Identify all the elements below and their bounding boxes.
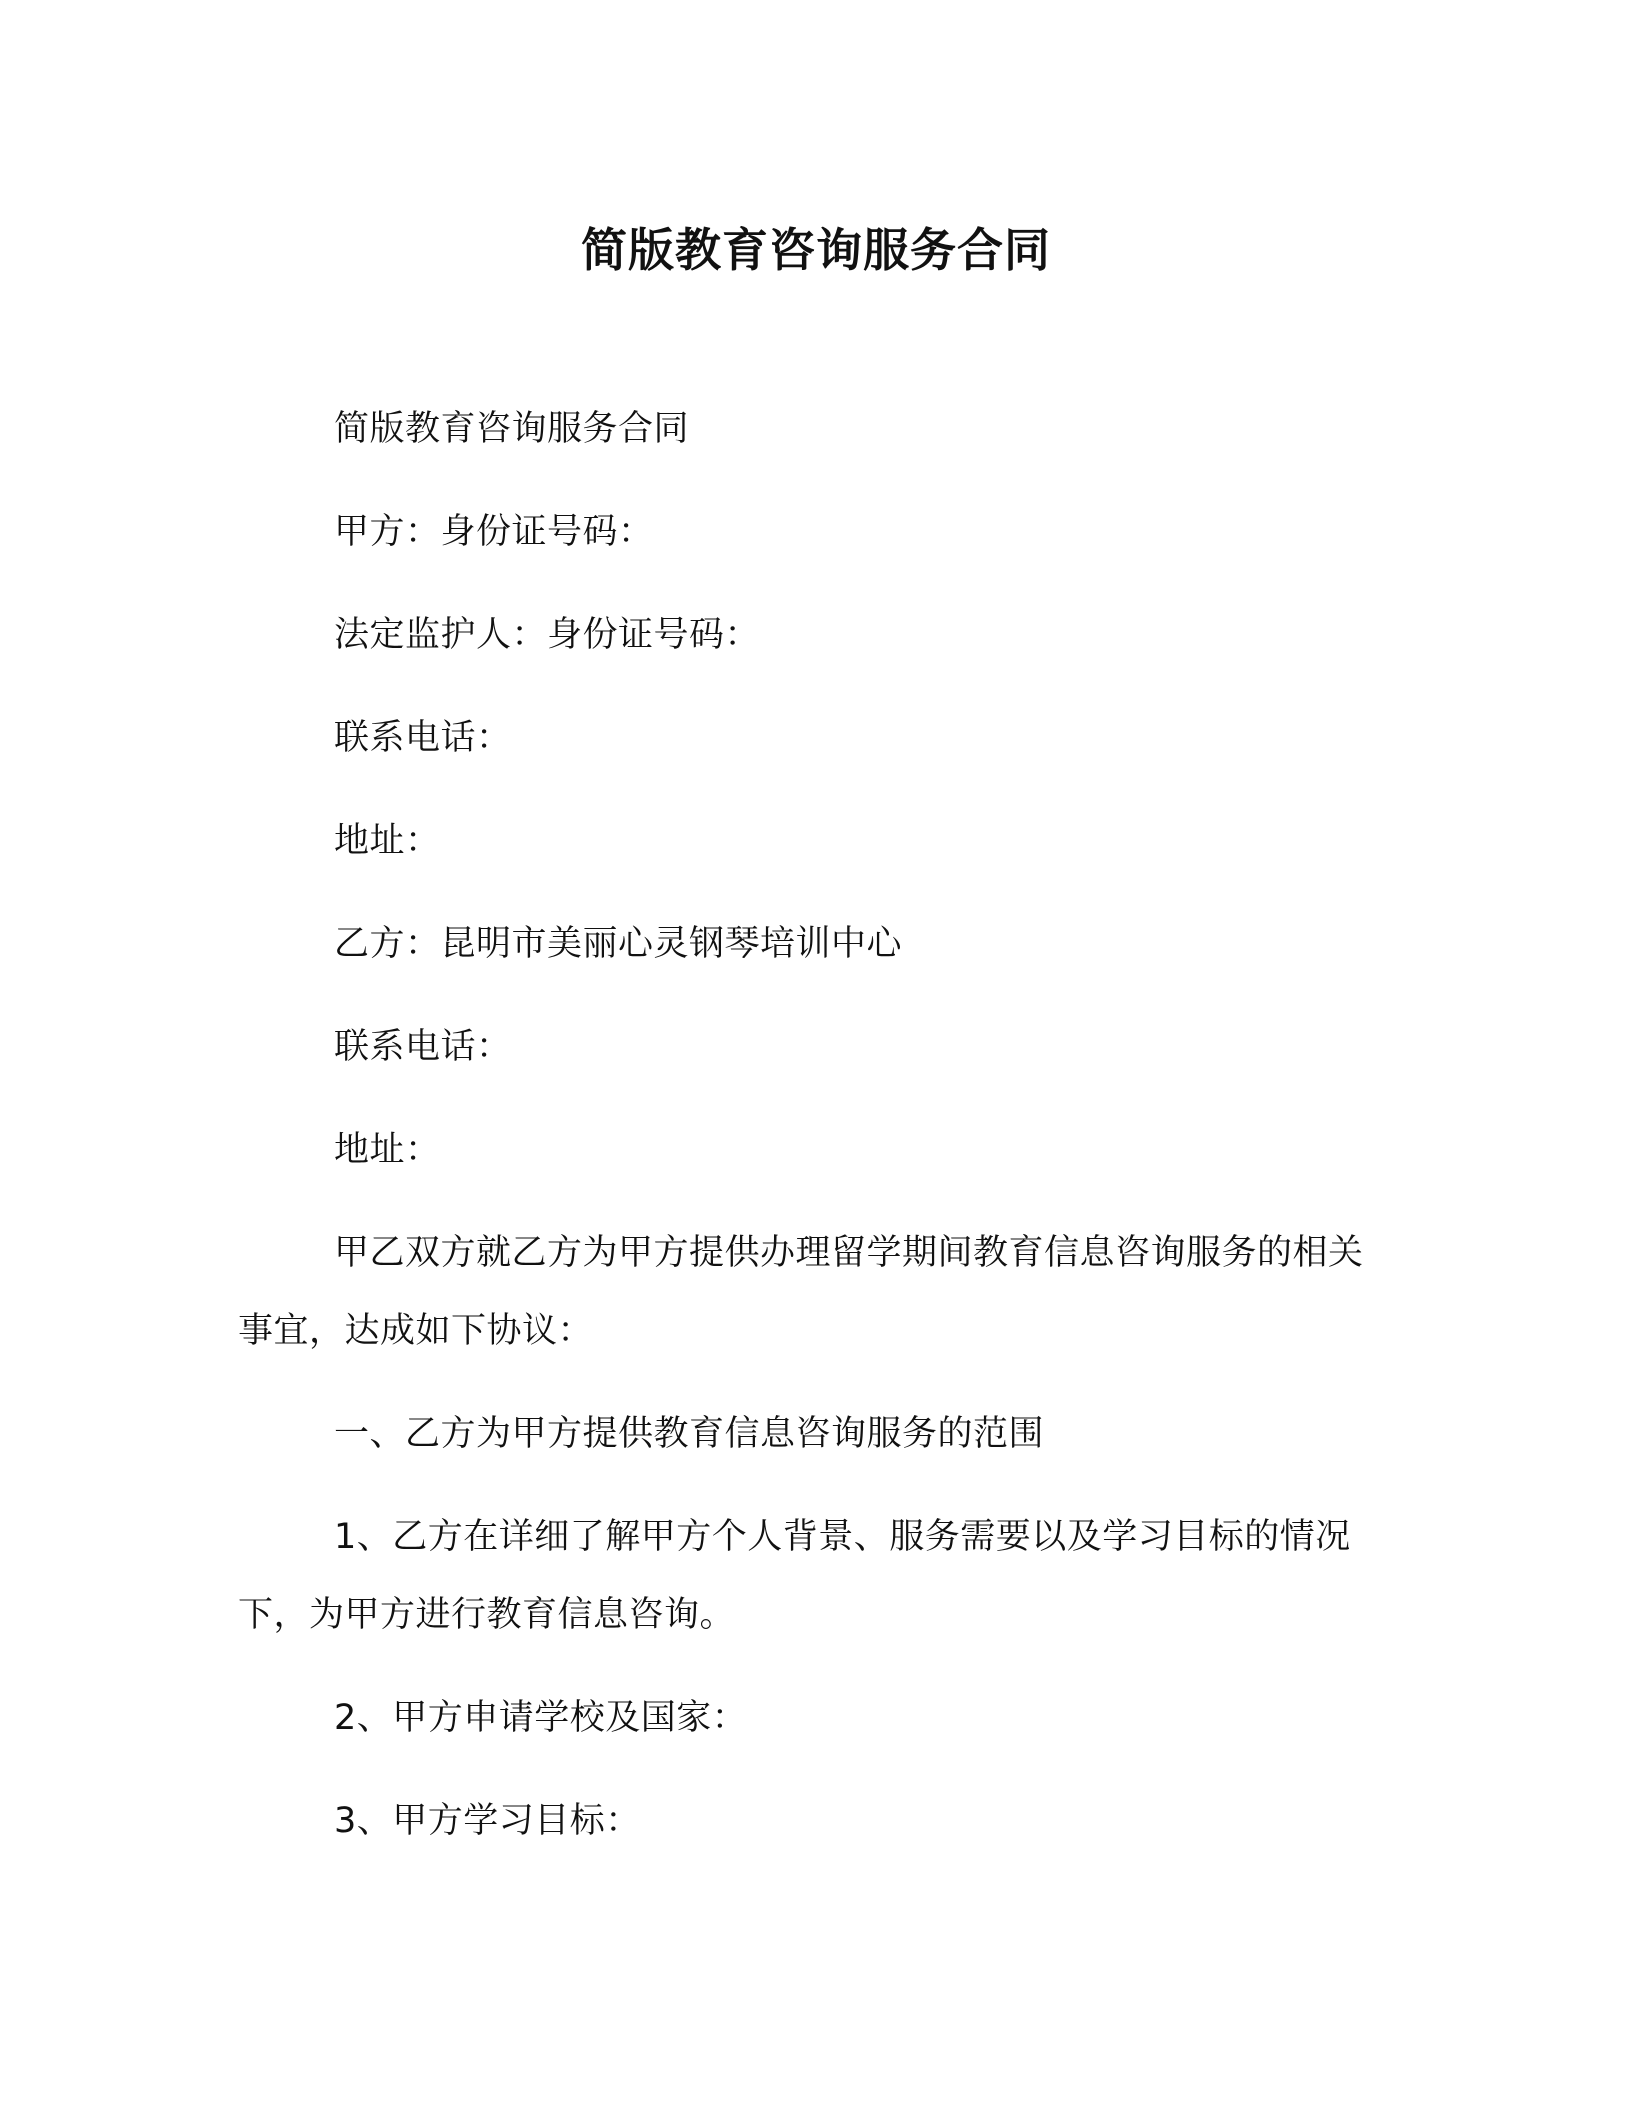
paragraph-party-b-phone: 联系电话： bbox=[334, 1027, 512, 1067]
paragraph-section-1-heading: 一、乙方为甲方提供教育信息咨询服务的范围 bbox=[334, 1414, 1045, 1454]
paragraph-guardian-id: 法定监护人：身份证号码： bbox=[334, 615, 761, 655]
paragraph-subtitle: 简版教育咨询服务合同 bbox=[334, 409, 690, 449]
paragraph-party-b-name: 乙方：昆明市美丽心灵钢琴培训中心 bbox=[334, 924, 903, 964]
paragraph-party-b-address: 地址： bbox=[334, 1130, 441, 1170]
paragraph-clause-3: 3、甲方学习目标： bbox=[334, 1801, 641, 1841]
document-body bbox=[238, 390, 1386, 1885]
paragraph-clause-2: 2、甲方申请学校及国家： bbox=[334, 1698, 748, 1738]
paragraph-clause-1: 1、乙方在详细了解甲方个人背景、服务需要以及学习目标的情况下，为甲方进行教育信息咨询。 bbox=[238, 1517, 1351, 1635]
paragraph-agreement-intro: 甲乙双方就乙方为甲方提供办理留学期间教育信息咨询服务的相关事宜，达成如下协议： bbox=[238, 1233, 1364, 1351]
paragraph-party-a-id: 甲方：身份证号码： bbox=[334, 512, 654, 552]
paragraph-party-a-address: 地址： bbox=[334, 821, 441, 861]
document-title: 简版教育咨询服务合同 bbox=[581, 223, 1051, 277]
paragraph-party-a-phone: 联系电话： bbox=[334, 718, 512, 758]
